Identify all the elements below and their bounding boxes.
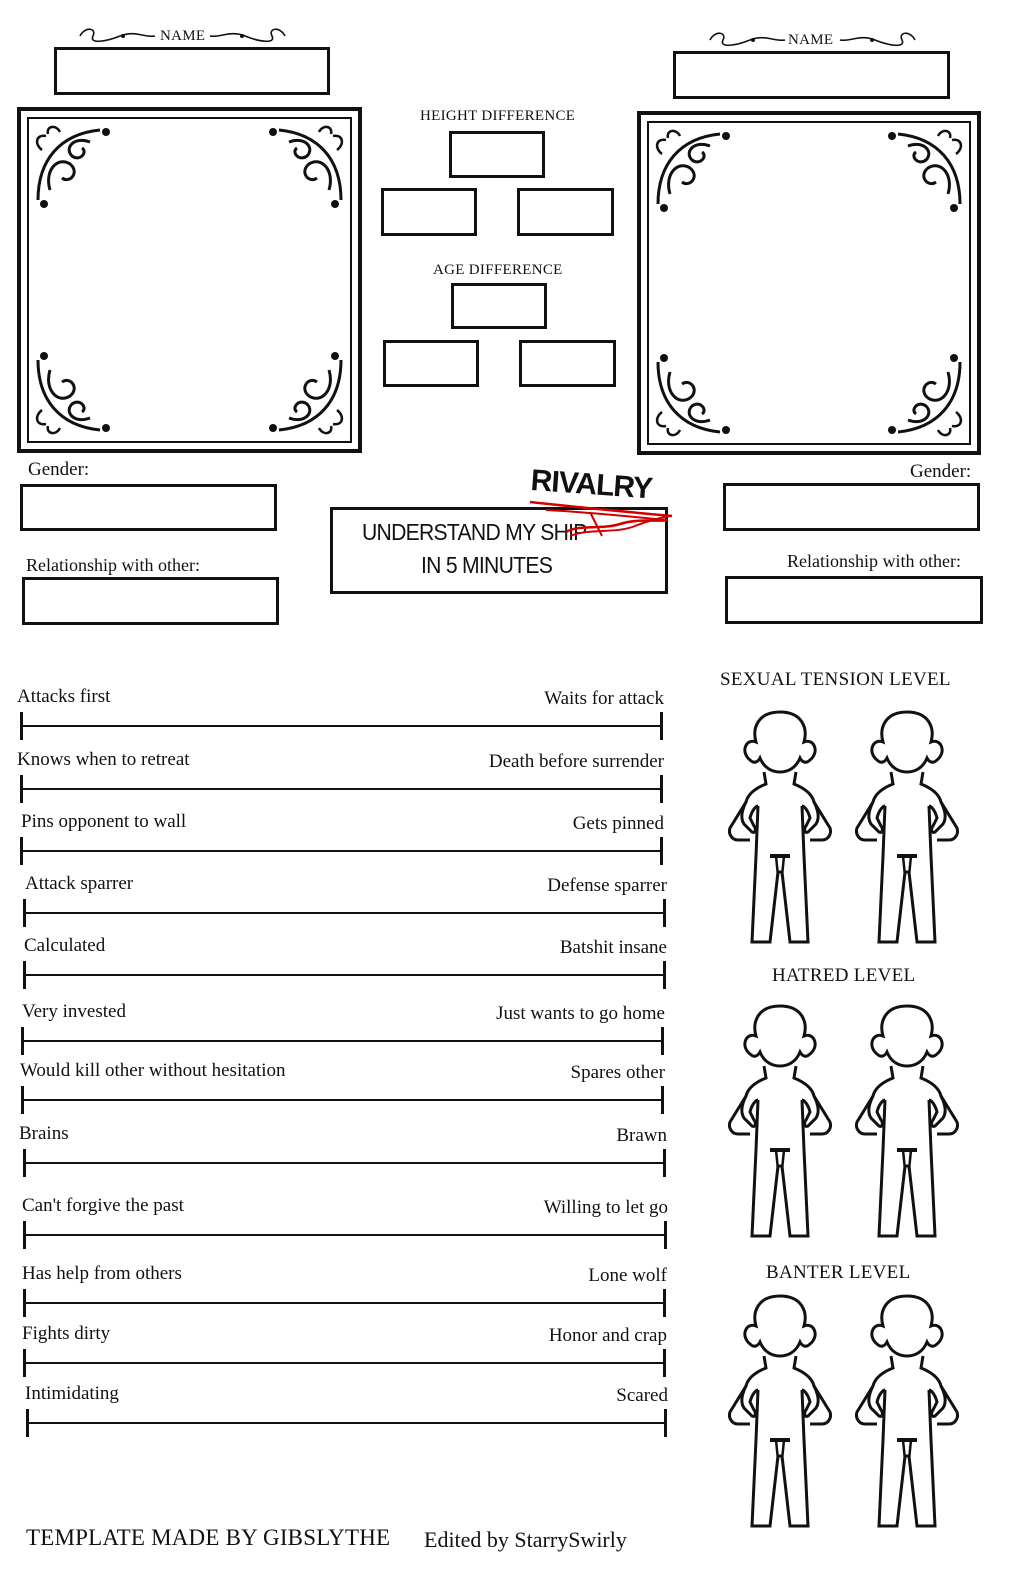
- scale-row: [0, 1323, 690, 1385]
- scale-row: [0, 1263, 690, 1325]
- age-difference-field[interactable]: [451, 283, 547, 329]
- right-frame-corner-flourish-br: [878, 352, 968, 442]
- footer-credit: TEMPLATE MADE BY GIBSLYTHE: [26, 1525, 391, 1550]
- scale-right-label: Willing to let go: [543, 1197, 668, 1218]
- footer-edited: Edited by StarrySwirly: [424, 1527, 627, 1552]
- scale-left-tick: [23, 1349, 26, 1377]
- scale-row: [0, 1001, 690, 1063]
- scale-row: [0, 686, 690, 748]
- scale-right-label: Scared: [616, 1385, 668, 1406]
- scale-right-label: Gets pinned: [572, 813, 664, 834]
- scale-right-label: Honor and crap: [548, 1325, 667, 1346]
- height-left-field[interactable]: [381, 188, 477, 236]
- height-difference-field[interactable]: [449, 131, 545, 178]
- scale-left-label: Intimidating: [25, 1383, 119, 1404]
- scale-line[interactable]: [24, 1234, 666, 1236]
- scale-left-tick: [20, 775, 23, 803]
- left-frame-corner-flourish-tl: [30, 120, 120, 210]
- left-frame-corner-flourish-bl: [30, 350, 120, 440]
- right-frame-corner-flourish-tl: [650, 124, 740, 214]
- title-line-2: IN 5 MINUTES: [421, 552, 553, 578]
- right-gender-label: Gender:: [910, 461, 972, 482]
- scale-line[interactable]: [24, 1302, 665, 1304]
- scale-right-label: Death before surrender: [488, 751, 664, 772]
- sexual-tension-figure-right[interactable]: [849, 706, 967, 946]
- title-prefix: UNDERSTAND MY: [362, 519, 541, 545]
- right-relationship-field[interactable]: [725, 576, 983, 624]
- scale-left-tick: [23, 961, 26, 989]
- scale-row: [0, 749, 690, 811]
- scale-right-label: Defense sparrer: [547, 875, 667, 896]
- age-right-field[interactable]: [519, 340, 616, 387]
- scale-left-tick: [23, 1149, 26, 1177]
- left-frame-corner-flourish-br: [259, 350, 349, 440]
- hatred-level-title: HATRED LEVEL: [772, 965, 916, 986]
- scale-right-label: Lone wolf: [588, 1265, 667, 1286]
- scale-left-label: Has help from others: [22, 1263, 182, 1284]
- scale-right-tick: [663, 1149, 666, 1177]
- right-relationship-label: Relationship with other:: [787, 551, 961, 571]
- title-struck-word: SHIP: [540, 519, 587, 545]
- scale-line[interactable]: [22, 1040, 663, 1042]
- height-right-field[interactable]: [517, 188, 614, 236]
- scale-right-tick: [664, 1221, 667, 1249]
- scale-left-tick: [20, 837, 23, 865]
- scale-left-label: Pins opponent to wall: [21, 811, 187, 832]
- scale-right-tick: [660, 775, 663, 803]
- scale-right-tick: [660, 837, 663, 865]
- left-gender-label: Gender:: [28, 459, 90, 480]
- scale-right-tick: [663, 1289, 666, 1317]
- right-frame-corner-flourish-bl: [650, 352, 740, 442]
- left-gender-field[interactable]: [20, 484, 277, 531]
- scale-left-label: Knows when to retreat: [17, 749, 190, 770]
- scale-row: [0, 873, 690, 935]
- scale-line[interactable]: [21, 850, 662, 852]
- banter-figure-right[interactable]: [849, 1290, 967, 1530]
- scale-left-label: Would kill other without hesitation: [20, 1060, 286, 1081]
- height-difference-label: HEIGHT DIFFERENCE: [420, 108, 576, 124]
- right-name-field[interactable]: [673, 51, 950, 99]
- scale-right-tick: [664, 1409, 667, 1437]
- scale-left-tick: [20, 712, 23, 740]
- scale-left-label: Can't forgive the past: [22, 1195, 184, 1216]
- age-left-field[interactable]: [383, 340, 479, 387]
- banter-figure-left[interactable]: [722, 1290, 840, 1530]
- scale-row: [0, 1383, 690, 1445]
- scale-left-label: Very invested: [22, 1001, 126, 1022]
- scale-right-tick: [663, 899, 666, 927]
- banter-level-title: BANTER LEVEL: [766, 1262, 911, 1283]
- scale-right-tick: [660, 712, 663, 740]
- scale-left-tick: [23, 899, 26, 927]
- left-relationship-field[interactable]: [22, 577, 279, 625]
- scale-right-tick: [663, 961, 666, 989]
- age-difference-label: AGE DIFFERENCE: [433, 262, 563, 278]
- scale-line[interactable]: [27, 1422, 666, 1424]
- scale-right-label: Just wants to go home: [496, 1003, 665, 1024]
- scale-right-label: Waits for attack: [544, 688, 664, 709]
- scale-left-tick: [21, 1027, 24, 1055]
- scale-line[interactable]: [24, 912, 665, 914]
- scale-line[interactable]: [24, 974, 665, 976]
- scale-left-tick: [23, 1289, 26, 1317]
- scale-left-label: Calculated: [24, 935, 106, 956]
- scale-line[interactable]: [21, 725, 662, 727]
- right-frame-corner-flourish-tr: [878, 124, 968, 214]
- rivalry-underline: [526, 496, 676, 526]
- right-name-label: NAME: [788, 32, 834, 48]
- hatred-figure-left[interactable]: [722, 1000, 840, 1240]
- scale-left-label: Fights dirty: [22, 1323, 111, 1344]
- left-relationship-label: Relationship with other:: [26, 555, 200, 575]
- scale-row: [0, 811, 690, 873]
- left-name-label: NAME: [160, 28, 206, 44]
- scale-line[interactable]: [24, 1162, 665, 1164]
- scale-row: [0, 1060, 690, 1122]
- scale-right-label: Batshit insane: [559, 937, 667, 958]
- scale-right-label: Brawn: [616, 1125, 667, 1146]
- scale-left-tick: [23, 1221, 26, 1249]
- left-name-field[interactable]: [54, 47, 330, 95]
- scale-left-label: Attack sparrer: [25, 873, 134, 894]
- scale-left-tick: [21, 1086, 24, 1114]
- scale-row: [0, 1195, 690, 1257]
- hatred-figure-right[interactable]: [849, 1000, 967, 1240]
- right-gender-field[interactable]: [723, 483, 980, 531]
- sexual-tension-level-title: SEXUAL TENSION LEVEL: [720, 669, 951, 690]
- scale-right-tick: [661, 1027, 664, 1055]
- replacement-word-rivalry: RIVALRY: [529, 464, 654, 506]
- scale-right-label: Spares other: [570, 1062, 665, 1083]
- scale-right-tick: [661, 1086, 664, 1114]
- left-frame-corner-flourish-tr: [259, 120, 349, 210]
- scale-row: [0, 1123, 690, 1185]
- scale-left-tick: [26, 1409, 29, 1437]
- scale-left-label: Attacks first: [17, 686, 111, 707]
- sexual-tension-figure-left[interactable]: [722, 706, 840, 946]
- scale-row: [0, 935, 690, 997]
- scale-left-label: Brains: [19, 1123, 69, 1144]
- scale-line[interactable]: [22, 1099, 663, 1101]
- scale-line[interactable]: [21, 788, 662, 790]
- scale-line[interactable]: [24, 1362, 665, 1364]
- scale-right-tick: [663, 1349, 666, 1377]
